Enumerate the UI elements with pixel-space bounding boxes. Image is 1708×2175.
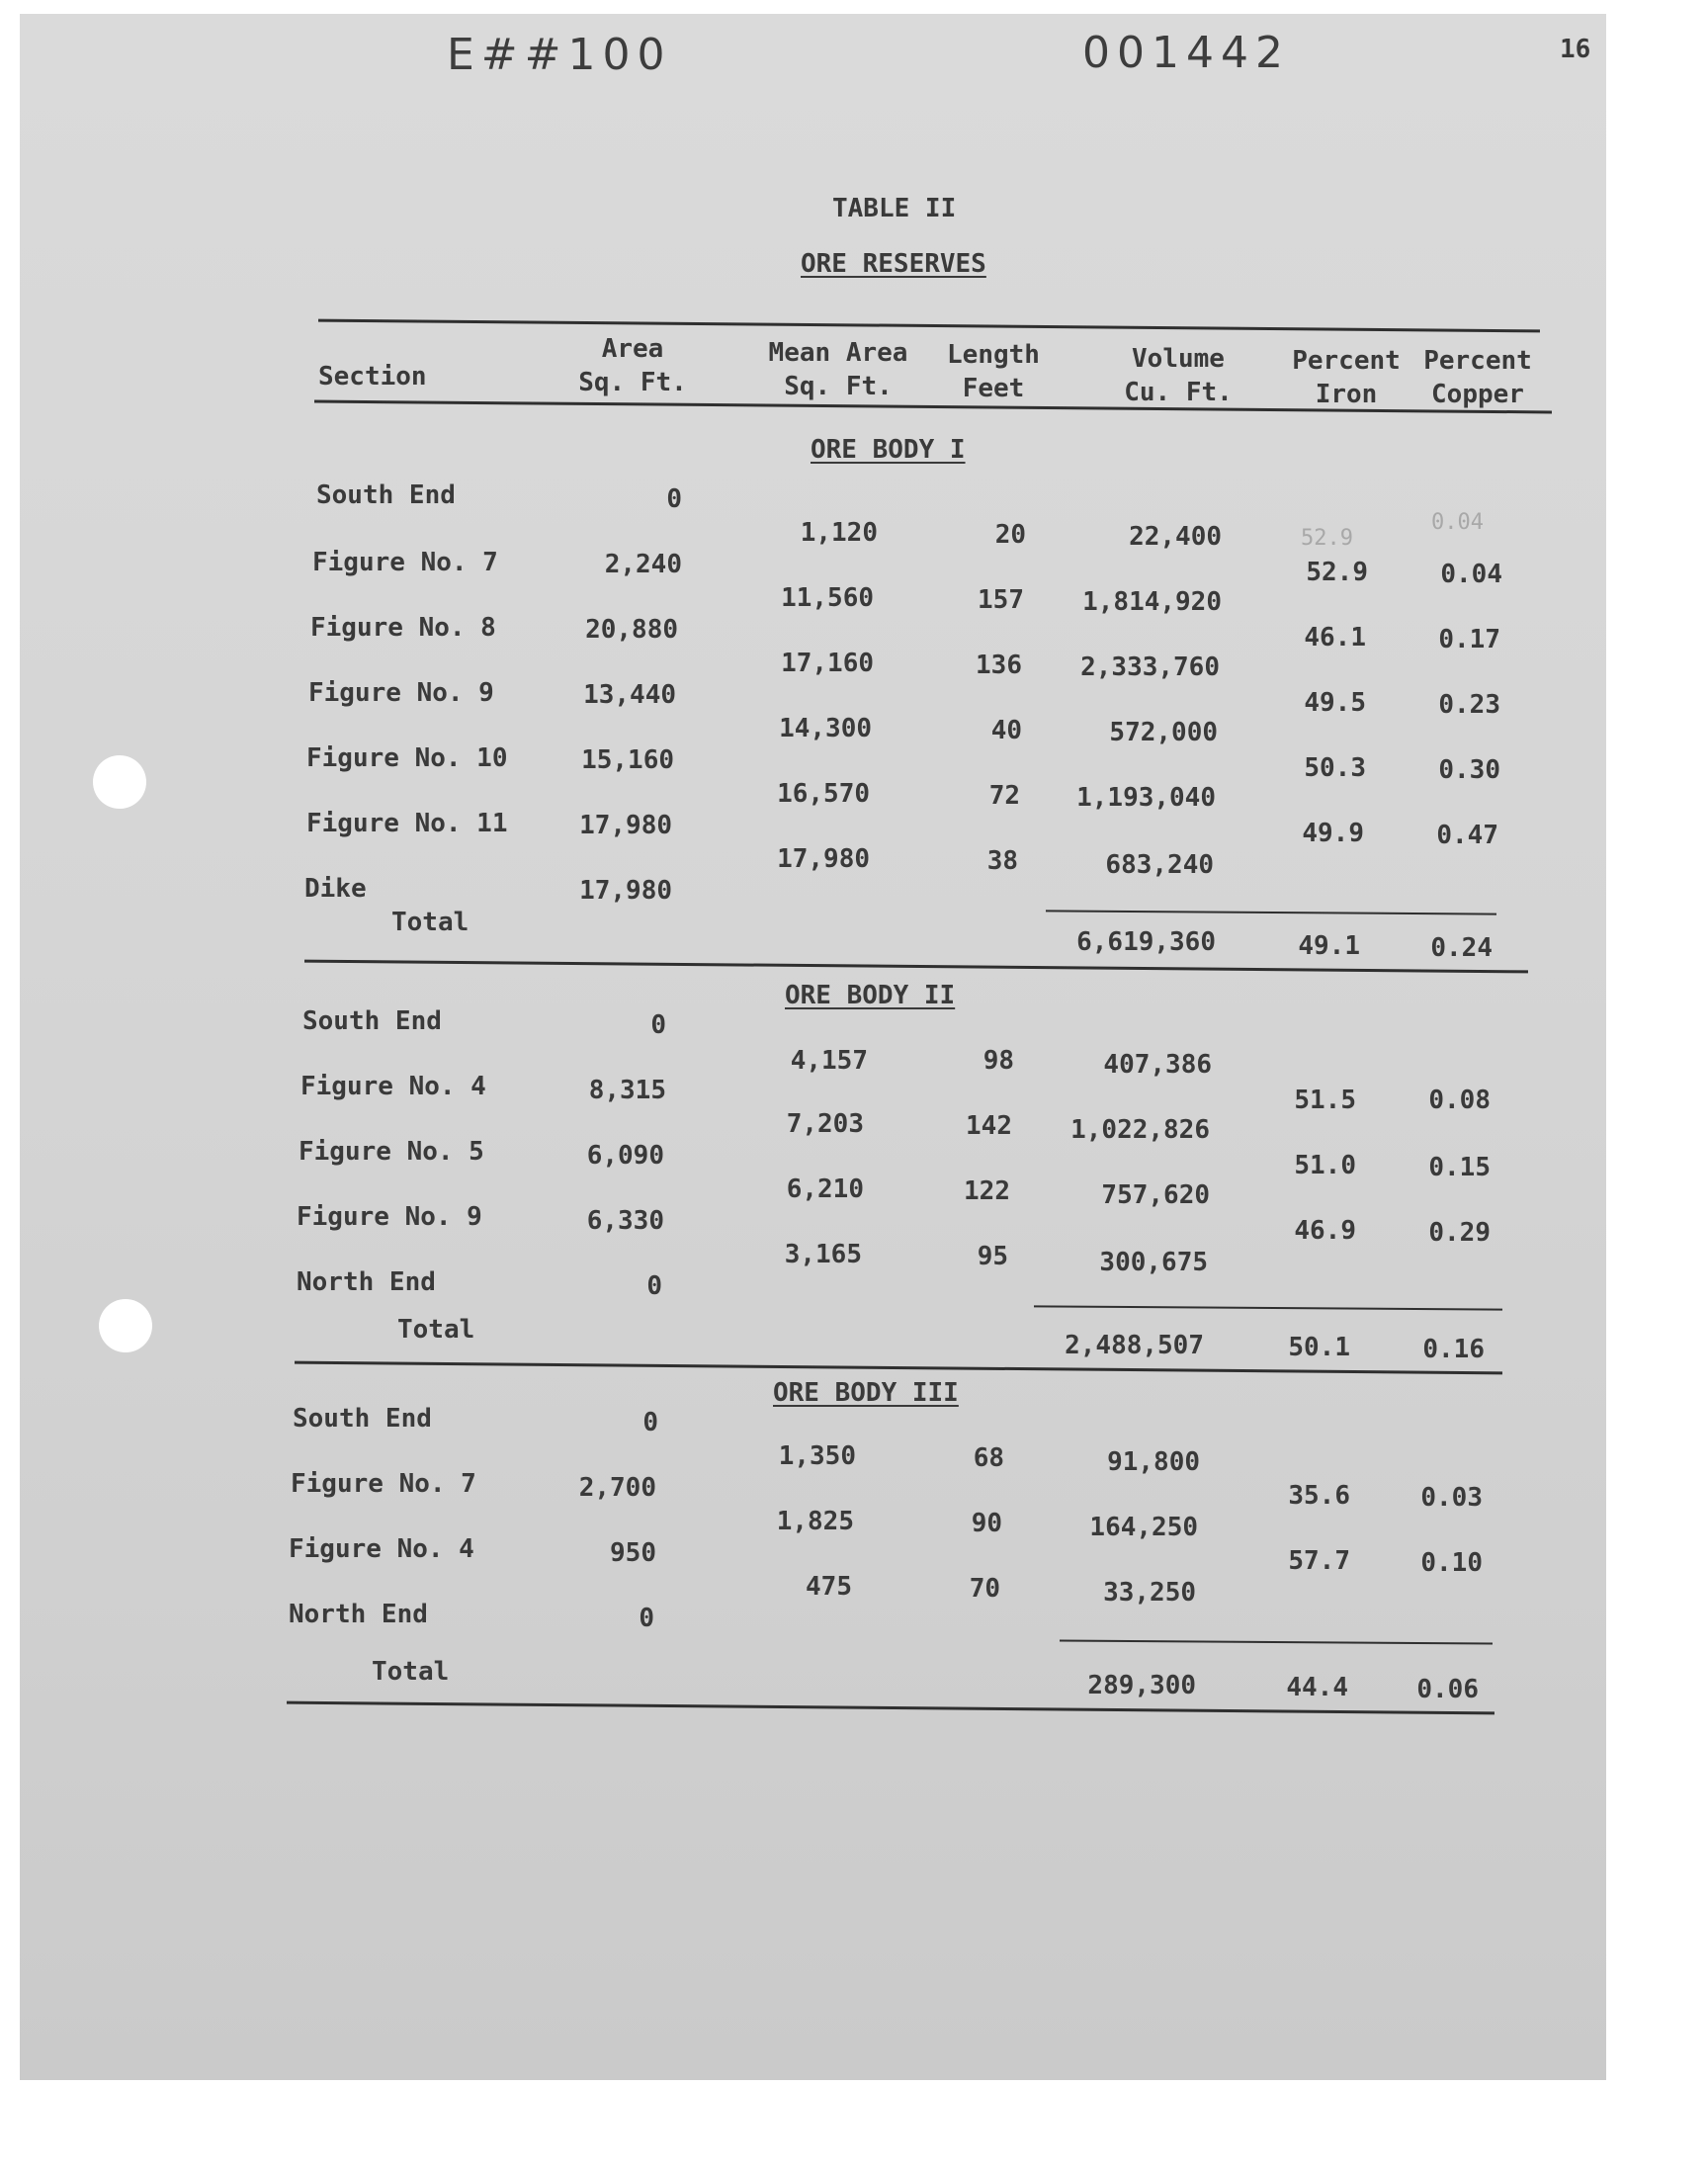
area-value: 0 bbox=[642, 1408, 658, 1437]
iron-value: 46.9 bbox=[1294, 1216, 1356, 1246]
copper-value: 0.15 bbox=[1428, 1153, 1491, 1182]
iron-value: 46.1 bbox=[1304, 623, 1366, 652]
section-label: Figure No. 7 bbox=[291, 1469, 476, 1499]
col-length-line1: Length bbox=[947, 340, 1040, 370]
section-label: Figure No. 10 bbox=[306, 743, 508, 773]
section-label: Figure No. 4 bbox=[289, 1534, 474, 1564]
copper-value: 0.10 bbox=[1420, 1548, 1483, 1578]
volume-value: 1,022,826 bbox=[1070, 1115, 1210, 1145]
total-volume: 289,300 bbox=[1087, 1671, 1196, 1700]
mean-area-value: 3,165 bbox=[784, 1240, 862, 1269]
area-value: 2,240 bbox=[604, 550, 682, 579]
col-copper-line2: Copper bbox=[1431, 380, 1524, 409]
iron-value: 51.0 bbox=[1294, 1151, 1356, 1180]
section-label: Figure No. 11 bbox=[306, 809, 508, 838]
area-value: 8,315 bbox=[588, 1076, 666, 1105]
area-value: 0 bbox=[639, 1604, 654, 1633]
mean-area-value: 1,825 bbox=[776, 1507, 854, 1536]
length-value: 122 bbox=[964, 1176, 1010, 1206]
punch-hole-bottom bbox=[99, 1299, 152, 1352]
iron-value: 49.9 bbox=[1302, 819, 1364, 848]
mean-area-value: 7,203 bbox=[786, 1109, 864, 1139]
col-length-line2: Feet bbox=[962, 374, 1025, 403]
volume-value: 572,000 bbox=[1109, 718, 1218, 747]
iron-value: 52.9 bbox=[1306, 558, 1368, 587]
area-value: 6,090 bbox=[586, 1141, 664, 1171]
iron-value: 51.5 bbox=[1294, 1086, 1356, 1115]
copper-value: 0.17 bbox=[1438, 625, 1500, 654]
volume-value: 2,333,760 bbox=[1080, 652, 1220, 682]
ore-body-heading: ORE BODY II bbox=[785, 981, 956, 1010]
copper-value: 0.47 bbox=[1436, 821, 1498, 850]
total-iron: 50.1 bbox=[1288, 1333, 1350, 1362]
col-area-line1: Area bbox=[601, 334, 664, 364]
mean-area-value: 11,560 bbox=[781, 583, 874, 613]
table-subtitle: ORE RESERVES bbox=[801, 249, 986, 279]
copper-value: 0.23 bbox=[1438, 690, 1500, 720]
stamp-center: 001442 bbox=[1082, 28, 1290, 78]
area-value: 17,980 bbox=[579, 876, 672, 906]
total-label: Total bbox=[391, 908, 470, 937]
length-value: 72 bbox=[988, 781, 1020, 811]
section-label: Figure No. 9 bbox=[308, 678, 494, 708]
length-value: 40 bbox=[990, 716, 1022, 745]
copper-value: 0.08 bbox=[1428, 1086, 1491, 1115]
col-iron-line1: Percent bbox=[1292, 346, 1401, 376]
area-value: 13,440 bbox=[583, 680, 676, 710]
area-value: 17,980 bbox=[579, 811, 672, 840]
length-value: 68 bbox=[973, 1443, 1004, 1473]
length-value: 136 bbox=[976, 651, 1022, 680]
area-value: 20,880 bbox=[585, 615, 678, 645]
length-value: 157 bbox=[978, 585, 1024, 615]
total-volume: 6,619,360 bbox=[1076, 927, 1216, 957]
volume-value: 22,400 bbox=[1129, 522, 1222, 552]
stamp-left: E##100 bbox=[447, 30, 672, 80]
ore-body-heading: ORE BODY III bbox=[773, 1378, 959, 1408]
area-value: 0 bbox=[666, 484, 682, 514]
mean-area-value: 14,300 bbox=[779, 714, 872, 743]
mean-area-value: 4,157 bbox=[790, 1046, 868, 1076]
volume-value: 164,250 bbox=[1089, 1513, 1198, 1542]
copper-value: 0.30 bbox=[1438, 755, 1500, 785]
mean-area-value: 6,210 bbox=[786, 1174, 864, 1204]
volume-value: 1,814,920 bbox=[1082, 587, 1222, 617]
iron-value: 57.7 bbox=[1288, 1546, 1350, 1576]
area-value: 15,160 bbox=[581, 745, 674, 775]
area-value: 6,330 bbox=[586, 1206, 664, 1236]
length-value: 90 bbox=[971, 1509, 1002, 1538]
section-label: Dike bbox=[304, 874, 367, 904]
total-copper: 0.06 bbox=[1416, 1675, 1479, 1704]
total-iron: 49.1 bbox=[1298, 931, 1360, 961]
col-copper-line1: Percent bbox=[1423, 346, 1532, 376]
section-label: Figure No. 7 bbox=[312, 548, 498, 577]
volume-value: 91,800 bbox=[1107, 1447, 1200, 1477]
mean-area-value: 1,120 bbox=[800, 518, 878, 548]
section-label: Figure No. 5 bbox=[299, 1137, 484, 1167]
total-copper: 0.16 bbox=[1422, 1335, 1485, 1364]
mean-area-value: 475 bbox=[806, 1572, 852, 1602]
length-value: 98 bbox=[982, 1046, 1014, 1076]
total-volume: 2,488,507 bbox=[1065, 1331, 1204, 1360]
section-label: North End bbox=[297, 1267, 436, 1297]
length-value: 95 bbox=[977, 1242, 1008, 1271]
total-label: Total bbox=[397, 1315, 475, 1345]
area-value: 950 bbox=[610, 1538, 656, 1568]
col-iron-line2: Iron bbox=[1315, 380, 1378, 409]
total-label: Total bbox=[372, 1657, 450, 1687]
table-title: TABLE II bbox=[832, 194, 957, 223]
copper-value: 0.03 bbox=[1420, 1483, 1483, 1513]
area-value: 0 bbox=[646, 1271, 662, 1301]
section-label: North End bbox=[289, 1600, 428, 1629]
total-copper: 0.24 bbox=[1430, 933, 1493, 963]
length-value: 70 bbox=[969, 1574, 1000, 1604]
ore-body-heading: ORE BODY I bbox=[811, 435, 966, 465]
punch-hole-top bbox=[93, 755, 146, 809]
faint-bleed-through: 0.04 bbox=[1431, 510, 1484, 535]
col-section: Section bbox=[318, 362, 427, 392]
iron-value: 35.6 bbox=[1288, 1481, 1350, 1511]
col-mean-area-line1: Mean Area bbox=[768, 338, 908, 368]
length-value: 142 bbox=[966, 1111, 1012, 1141]
col-volume-line2: Cu. Ft. bbox=[1124, 378, 1233, 407]
volume-value: 33,250 bbox=[1103, 1578, 1196, 1608]
copper-value: 0.29 bbox=[1428, 1218, 1491, 1248]
area-value: 0 bbox=[650, 1010, 666, 1040]
col-volume-line1: Volume bbox=[1132, 344, 1225, 374]
section-label: Figure No. 4 bbox=[300, 1072, 486, 1101]
volume-value: 1,193,040 bbox=[1076, 783, 1216, 813]
area-value: 2,700 bbox=[578, 1473, 656, 1503]
section-label: South End bbox=[302, 1006, 442, 1036]
mean-area-value: 16,570 bbox=[777, 779, 870, 809]
iron-value: 49.5 bbox=[1304, 688, 1366, 718]
volume-value: 757,620 bbox=[1101, 1180, 1210, 1210]
mean-area-value: 17,980 bbox=[777, 844, 870, 874]
volume-value: 300,675 bbox=[1099, 1248, 1208, 1277]
page-number: 16 bbox=[1560, 35, 1591, 64]
length-value: 20 bbox=[994, 520, 1026, 550]
col-mean-area-line2: Sq. Ft. bbox=[784, 372, 893, 401]
section-label: Figure No. 8 bbox=[310, 613, 496, 643]
copper-value: 0.04 bbox=[1440, 560, 1502, 589]
section-label: South End bbox=[293, 1404, 432, 1434]
volume-value: 407,386 bbox=[1103, 1050, 1212, 1080]
iron-value: 50.3 bbox=[1304, 753, 1366, 783]
volume-value: 683,240 bbox=[1105, 850, 1214, 880]
mean-area-value: 17,160 bbox=[781, 649, 874, 678]
section-label: Figure No. 9 bbox=[297, 1202, 482, 1232]
section-label: South End bbox=[316, 480, 456, 510]
total-iron: 44.4 bbox=[1286, 1673, 1348, 1702]
mean-area-value: 1,350 bbox=[778, 1441, 856, 1471]
col-area-line2: Sq. Ft. bbox=[578, 368, 687, 397]
faint-bleed-through: 52.9 bbox=[1301, 526, 1353, 551]
length-value: 38 bbox=[986, 846, 1018, 876]
